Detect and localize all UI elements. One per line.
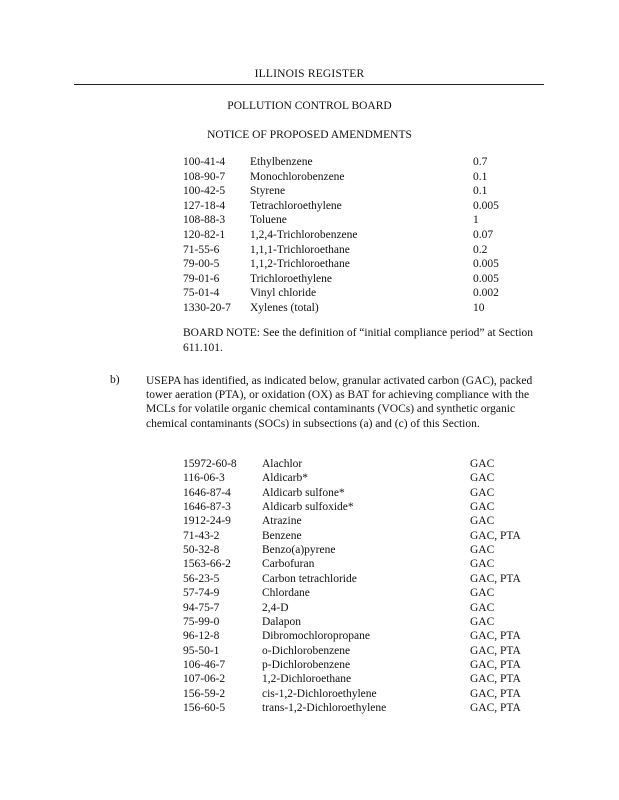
table-row	[0, 244, 619, 258]
value: GAC, PTA	[470, 673, 521, 686]
board-note: BOARD NOTE: See the definition of “initial compliance period” at Section 611.101.	[183, 327, 534, 354]
cas-number: 1646-87-4	[183, 486, 231, 499]
subsection-label: b)	[110, 374, 120, 386]
chemical-name: o-Dichlorobenzene	[262, 644, 351, 657]
table-row	[0, 200, 619, 214]
value: GAC, PTA	[470, 658, 521, 671]
cas-number: 1330-20-7	[183, 302, 231, 314]
chemical-name: cis-1,2-Dichloroethylene	[262, 687, 377, 700]
chemical-name: Tetrachloroethylene	[250, 199, 342, 212]
chemical-name: Chlordane	[262, 587, 310, 600]
table-row	[0, 156, 619, 170]
cas-number: 15972-60-8	[183, 458, 237, 470]
chemical-name: Aldicarb sulfoxide*	[262, 501, 354, 514]
value: GAC	[470, 615, 495, 628]
cas-number: 100-41-4	[183, 156, 226, 168]
chemical-name: 1,1,2-Trichloroethane	[250, 258, 350, 271]
cas-number: 75-99-0	[183, 615, 220, 628]
chemical-name: Toluene	[250, 214, 287, 227]
table-row	[0, 458, 619, 472]
table-row	[0, 487, 619, 501]
cas-number: 50-32-8	[183, 544, 220, 557]
table-row	[0, 702, 619, 716]
chemical-name: Aldicarb*	[262, 472, 308, 485]
value: 1	[473, 214, 479, 227]
table-row	[0, 214, 619, 228]
value: GAC	[470, 472, 495, 485]
value: 0.005	[473, 199, 499, 212]
value: 0.2	[473, 243, 488, 256]
chemical-name: Vinyl chloride	[250, 287, 317, 300]
chemical-name: Ethylbenzene	[250, 156, 313, 168]
chemical-name: 1,2-Dichloroethane	[262, 673, 352, 686]
chemical-name: p-Dichlorobenzene	[262, 658, 351, 671]
table-row	[0, 171, 619, 185]
table-row	[0, 273, 619, 287]
cas-number: 96-12-8	[183, 630, 220, 643]
chemical-name: 1,2,4-Trichlorobenzene	[250, 229, 358, 241]
value: GAC	[470, 486, 495, 499]
table-row	[0, 616, 619, 630]
notice-title: NOTICE OF PROPOSED AMENDMENTS	[207, 129, 412, 141]
cas-number: 100-42-5	[183, 185, 226, 198]
subsection-text: USEPA has identified, as indicated below, granular activated carbon (GAC), packed tower aeration (PTA), or oxidation (OX) as BAT for achieving compliance with the MCLs for volatile organic chemical contaminants (VOCs) and synthetic organic chemical contaminants (SOCs) in subsections (a) and (c) of this Section.	[146, 375, 533, 430]
value: GAC, PTA	[470, 529, 521, 542]
cas-number: 156-59-2	[183, 687, 226, 700]
table-row	[0, 602, 619, 616]
chemical-name: Benzo(a)pyrene	[262, 544, 336, 557]
cas-number: 108-88-3	[183, 214, 226, 227]
cas-number: 75-01-4	[183, 287, 220, 300]
table-row	[0, 287, 619, 301]
cas-number: 120-82-1	[183, 229, 226, 241]
value: GAC, PTA	[470, 701, 521, 714]
cas-number: 127-18-4	[183, 199, 226, 212]
table-row	[0, 501, 619, 515]
cas-number: 106-46-7	[183, 658, 226, 671]
value: GAC	[470, 458, 495, 470]
table-row	[0, 630, 619, 644]
value: 0.002	[473, 287, 499, 300]
value: GAC	[470, 515, 495, 528]
value: GAC	[470, 558, 495, 571]
table-row	[0, 573, 619, 587]
chemical-name: 1,1,1-Trichloroethane	[250, 243, 350, 256]
value: 10	[473, 302, 485, 314]
cas-number: 116-06-3	[183, 472, 225, 485]
value: GAC	[470, 601, 495, 614]
value: 0.005	[473, 272, 499, 285]
cas-number: 108-90-7	[183, 170, 226, 183]
cas-number: 156-60-5	[183, 701, 226, 714]
cas-number: 1563-66-2	[183, 558, 231, 571]
chemical-name: Benzene	[262, 529, 302, 542]
table-row	[0, 673, 619, 687]
cas-number: 71-55-6	[183, 243, 220, 256]
chemical-name: Xylenes (total)	[250, 302, 319, 314]
agency-name: POLLUTION CONTROL BOARD	[227, 100, 392, 112]
cas-number: 94-75-7	[183, 601, 220, 614]
table-row	[0, 688, 619, 702]
cas-number: 57-74-9	[183, 587, 220, 600]
chemical-name: Styrene	[250, 185, 286, 198]
cas-number: 95-50-1	[183, 644, 220, 657]
chemical-name: Monochlorobenzene	[250, 170, 345, 183]
value: GAC	[470, 501, 495, 514]
table-row	[0, 587, 619, 601]
value: 0.07	[473, 229, 494, 241]
register-title: ILLINOIS REGISTER	[254, 68, 365, 80]
table-row	[0, 229, 619, 243]
table-row	[0, 544, 619, 558]
value: GAC, PTA	[470, 687, 521, 700]
chemical-name: Aldicarb sulfone*	[262, 486, 345, 499]
table-row	[0, 659, 619, 673]
table-row	[0, 302, 619, 316]
cas-number: 71-43-2	[183, 529, 220, 542]
chemical-name: Alachlor	[262, 458, 303, 470]
cas-number: 79-00-5	[183, 258, 220, 271]
cas-number: 1646-87-3	[183, 501, 231, 514]
value: GAC, PTA	[470, 644, 521, 657]
chemical-name: Trichloroethylene	[250, 272, 332, 285]
value: 0.005	[473, 258, 499, 271]
chemical-name: trans-1,2-Dichloroethylene	[262, 701, 387, 714]
value: 0.1	[473, 185, 488, 198]
cas-number: 107-06-2	[183, 673, 226, 686]
cas-number: 79-01-6	[183, 272, 220, 285]
value: 0.1	[473, 170, 488, 183]
table-row	[0, 530, 619, 544]
chemical-name: Carbon tetrachloride	[262, 572, 357, 585]
value: GAC	[470, 587, 495, 600]
value: GAC, PTA	[470, 572, 521, 585]
table-row	[0, 558, 619, 572]
table-row	[0, 515, 619, 529]
chemical-name: Atrazine	[262, 515, 302, 528]
table-row	[0, 185, 619, 199]
table-row	[0, 645, 619, 659]
chemical-name: Dibromochloropropane	[262, 630, 370, 643]
value: 0.7	[473, 156, 488, 168]
cas-number: 1912-24-9	[183, 515, 231, 528]
table-row	[0, 258, 619, 272]
value: GAC, PTA	[470, 630, 521, 643]
chemical-name: Dalapon	[262, 615, 301, 628]
table-row	[0, 472, 619, 486]
value: GAC	[470, 544, 495, 557]
cas-number: 56-23-5	[183, 572, 220, 585]
chemical-name: Carbofuran	[262, 558, 315, 571]
chemical-name: 2,4-D	[262, 601, 289, 614]
